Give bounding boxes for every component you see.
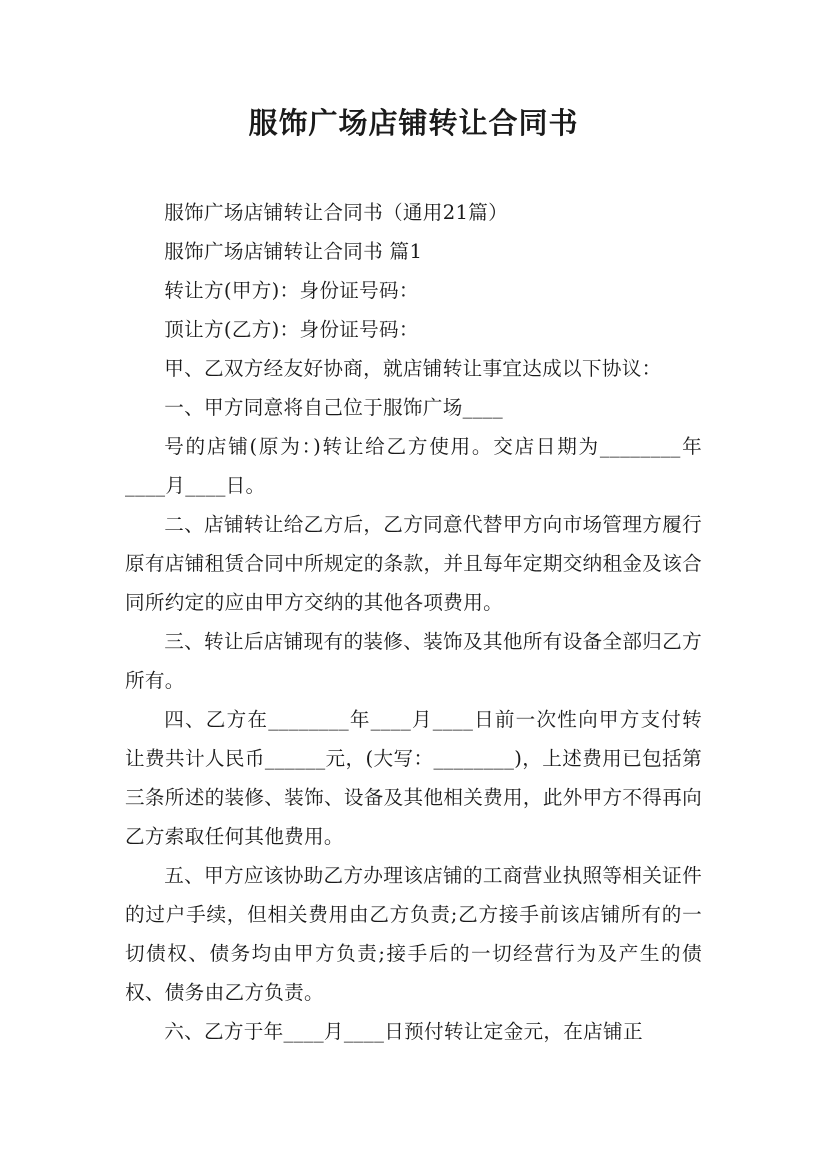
paragraph-clause-1-cont: 号的店铺(原为：)转让给乙方使用。交店日期为________年____月____日。 (125, 435, 702, 497)
paragraph-clause-1-start: 一、甲方同意将自己位于服饰广场____ (164, 396, 503, 419)
document-title: 服饰广场店铺转让合同书 (248, 106, 579, 140)
paragraph-clause-2: 二、店铺转让给乙方后，乙方同意代替甲方向市场管理方履行原有店铺租赁合同中所规定的条款，并且每年定期交纳租金及该合同所约定的应由甲方交纳的其他各项费用。 (125, 513, 702, 614)
paragraph-agreement-intro: 甲、乙双方经友好协商，就店铺转让事宜达成以下协议： (164, 357, 662, 380)
paragraph-party-a: 转让方(甲方)：身份证号码： (164, 279, 419, 302)
paragraph-clause-3: 三、转让后店铺现有的装修、装饰及其他所有设备全部归乙方所有。 (125, 630, 702, 692)
paragraph-section-heading: 服饰广场店铺转让合同书 篇1 (164, 240, 423, 263)
paragraph-party-b: 顶让方(乙方)：身份证号码： (164, 318, 419, 341)
paragraph-clause-6: 六、乙方于年____月____日预付转让定金元，在店铺正 (164, 1020, 643, 1043)
document-body (125, 193, 702, 1051)
paragraph-clause-5: 五、甲方应该协助乙方办理该店铺的工商营业执照等相关证件的过户手续，但相关费用由乙方负责;乙方接手前该店铺所有的一切债权、债务均由甲方负责;接手后的一切经营行为及产生的债权、债务由乙方负责。 (125, 864, 702, 1004)
paragraph-clause-4: 四、乙方在________年____月____日前一次性向甲方支付转让费共计人民币______元，(大写：________)，上述费用已包括第三条所述的装修、装饰、设备及其他相关费用，此外甲方不得再向乙方索取任何其他费用。 (125, 708, 702, 848)
paragraph-subtitle: 服饰广场店铺转让合同书（通用21篇） (164, 201, 509, 224)
